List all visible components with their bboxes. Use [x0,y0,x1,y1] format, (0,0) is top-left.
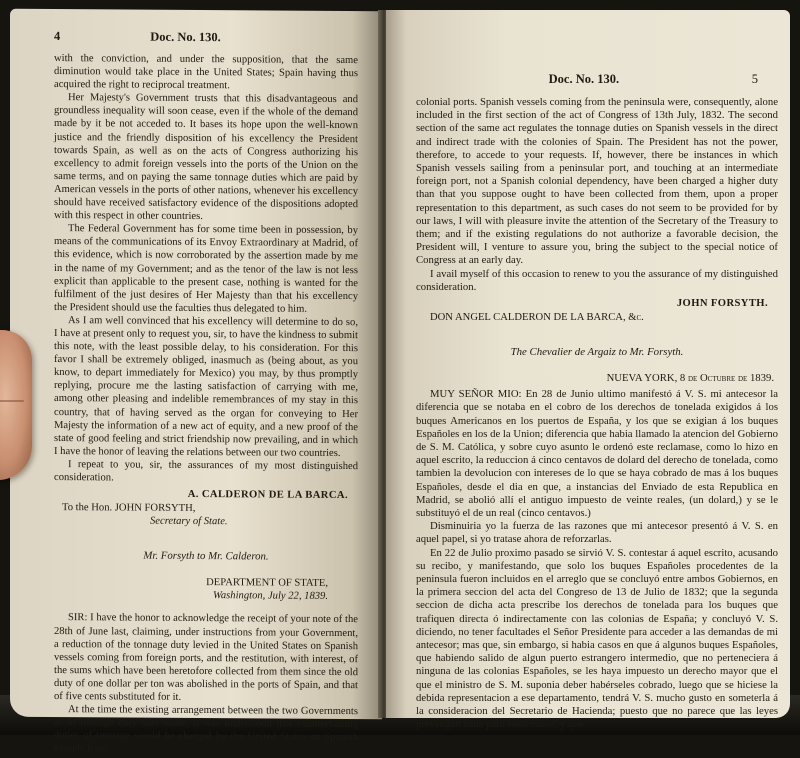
hand-crease [0,400,24,402]
right-paragraph: colonial ports. Spanish vessels coming from the peninsula were, consequently, alone included in the first section of the act of Congress of 13th July, 1832. The second section of the same act regulates the tonnage duties on Spanish vessels in the direct and indirect trade with the colonies of Spain. The President has not the power, therefore, to accede to your requests. If, however, there be instances in which Spanish vessels sailing from a peninsular port, and touching at an intermediate foreign port, not a Spanish colonial dependency, have been charged a higher duty than that you suppose ought to have been collected from them, upon a proper representation to this department, as such cases do not seem to be provided for by our laws, I will with pleasure invite the attention of the Secretary of the Treasury to them; and if the existing regulations do not authorize a favorable decision, the President will, I venture to assure you, bring the subject to the special notice of Congress at an early day. [416,96,778,267]
forsyth-signature: JOHN FORSYTH. [676,298,768,310]
left-running-head [54,29,358,46]
left-paragraph: Her Majesty's Government trusts that this disadvantageous and groundless inequality will soon cease, even if the whole of the demand made by it be not acceded to. It bases its hope upon the well-known justice and the friendly disposition of his excellency the President towards Spain, as well as on the acts of Congress authorizing his excellency to admit foreign vessels into the ports of the Union on the same terms, and on paying the same tonnage duties which are paid by American vessels in the ports of other nations, whenever his excellency should have received satisfactory evidence of the dispositions adopted with this respect in other countries. [54,92,358,223]
spanish-paragraph: MUY SEÑOR MIO: En 28 de Junio ultimo manifestó á V. S. mi antecesor la diferencia que se notaba en el cobro de los derechos de tonelada exigidos á los buques Americanos en los puertos de España, y los que se exigian á los buques Españoles en los de la Union; diferencia que habia llamado la atencion del Gobierno de S. M. Católica, y sobre cuyo asunto le ordenó este reclamase, como lo hizo en aquel escrito, la reduccion á cinco centavos de dolard del derecho de tonelada, como tambien la devolucion con intereses de lo que se haya cobrado de mas á los buques Españoles, desde el dia en que, a instancias del Enviado de esta Republica en Madrid, se abolió allí el antiguo impuesto de veinte reales, (un dolard,) y se le substituyó el de un real (cinco centavos.) [416,388,778,519]
spanish-paragraph: En 22 de Julio proximo pasado se sirvió V. S. contestar á aquel escrito, acusando su recibo, y manifestando, que solo los buques Españoles procedentes de la peninsula fueron incluidos en el arreglo que se concluyó entre ambos Gobiernos, en la primera seccion del acta del Congreso de 13 de Julio de 1832; que la segunda seccion de dicha acta prescribe los derechos de tonelada para los buques que trafiquen directa ó indirectamente con las colonias de España; y concluyó V. S. diciendo, no tener facultades el Señor Presidente para acceder a las demandas de mi antecesor; mas que, sin embargo, si habia casos en que á algunos buques Españoles, que habiendo salido de algun puerto estrangero intermedio, que no perteneciera á ninguna de las colonias Españoles, se les haya impuesto un derecho mayor que el que el ministro de S. M. suponia deber habérseles cobrado, luego que se hiciese la debida representacion a ese departamento, tendrá V. S. mucho gusto en someterla á la consideracion del Secretario de Hacienda; puesto que no parece que las leyes prevengan nada para estos casos; y que [416,546,778,731]
left-paragraph: As I am well convinced that his excellency will determine to do so, I have at present only to request you, sir, to have the kindness to submit this note, with the least possible delay, to his consideration. For this favor I shall be extremely obliged, inasmuch as (being about, as you know, to depart immediately for Mexico) you may, by thus promptly replying, procure me the lasting satisfaction of carrying with me, among other pleasing and indelible remembrances of my stay in this country, that of having served as the organ for conveying to Her Majesty the information of a new act of equity, and a new proof of the state of good feeling and strict friendship now prevailing, and in which I have the honor of leaving the relations between our two countries. [54,314,358,459]
left-page-number: 4 [54,29,61,44]
right-addressee: DON ANGEL CALDERON DE LA BARCA, &c. [430,312,644,324]
dept-name: DEPARTMENT OF STATE, [206,577,328,590]
spanish-paragraph: Disminuiria yo la fuerza de las razones que mi antecesor presentó á V. S. en aquel papel, si yo tratase ahora de reforzarlas. [416,520,778,546]
left-page [10,9,382,755]
left-doc-number: Doc. No. 130. [150,29,221,45]
calderon-signature: A. CALDERON DE LA BARCA. [187,489,348,502]
addressee-block [62,501,358,529]
right-paragraph: I avail myself of this occasion to renew to you the assurance of my distinguished consideration. [416,267,778,293]
addressee-name: To the Hon. JOHN FORSYTH, [62,502,196,515]
left-paragraph: with the conviction, and under the supposition, that the same diminution would take place in the United States; Spain having thus acquired the right to reciprocal treatment. [54,53,358,92]
dept-place-date: Washington, July 22, 1839. [213,590,328,603]
letter-caption: Mr. Forsyth to Mr. Calderon. [143,549,269,563]
right-page-number: 5 [751,72,758,86]
argaiz-caption: The Chevalier de Argaiz to Mr. Forsyth. [510,346,684,359]
addressee-title: Secretary of State. [150,515,228,528]
holding-hand [0,330,32,480]
left-paragraph: The Federal Government has for some time been in possession, by means of the communications of its Envoy Extraordinary at Madrid, of this evidence, which is now corroborated by the assertion made by me in the name of my Government; and as the tenor of the law is not less explicit than applicable to the present case, nothing is wanted for the fulfilment of the just desires of Her Majesty than that his excellency the President should use the faculties thus delegated to him. [54,223,358,315]
left-paragraph: I repeat to you, sir, the assurances of my most distinguished consideration. [54,459,358,484]
letter-paragraph: At the time the existing arrangement between the two Governments as to tonnage duty was made, it was understood that countervailing duties of tonnage would be charged by the United States on Spanish vessels from [54,704,358,755]
right-doc-number: Doc. No. 130. [548,72,620,86]
dept-heading [54,575,328,603]
argaiz-dateline: NUEVA YORK, 8 de Octubre de 1839. [606,372,774,385]
letter-paragraph: SIR: I have the honor to acknowledge the receipt of your note of the 28th of June last, claiming, under instructions from your Government, a reduction of the tonnage duty levied in the United States on Spanish vessels coming from foreign ports, and the restitution, with interest, of the sums which have been heretofore collected from them since the old duty of one dollar per ton was abolished in the ports of Spain, and that of five cents substituted for it. [54,612,358,703]
right-page [386,10,790,731]
